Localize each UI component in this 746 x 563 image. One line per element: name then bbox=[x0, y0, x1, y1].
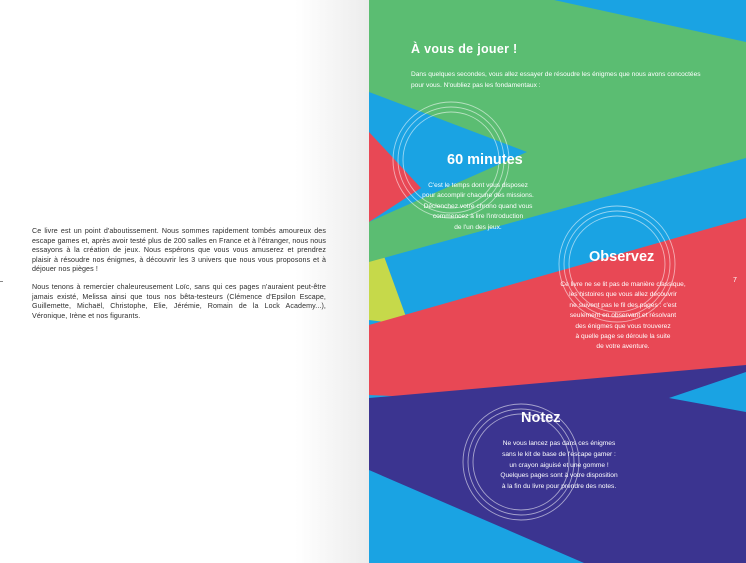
text-line: Ne vous lancez pas dans ces énigmes bbox=[502, 440, 616, 447]
section-heading-60-minutes: 60 minutes bbox=[447, 152, 523, 168]
text-line: les histoires que vous allez découvrir bbox=[569, 291, 677, 299]
text-line: de l'un des jeux. bbox=[454, 223, 502, 231]
right-page bbox=[369, 0, 746, 563]
introduction-text bbox=[32, 227, 326, 329]
text-line: commencez à lire l'introduction bbox=[432, 213, 524, 221]
left-page bbox=[0, 0, 369, 563]
text-line: ne suivent pas le fil des pages : c'est bbox=[569, 301, 677, 309]
introduction-paragraph: Ce livre est un point d'aboutissement. Nous sommes rapidement tombés amoureux des escape games et, après avoir testé plus de 200 salles en France et à l'étranger, nous nous essayons à la création de jeux. Nous espérons que vous vous amuserez et prendrez plaisir à résoudre nos énigmes, à découvrir les 3 univers que nous vous proposons et à déjouer nos pièges ! bbox=[32, 227, 326, 274]
page-edge-mark bbox=[0, 281, 3, 282]
text-line: de votre aventure. bbox=[596, 343, 650, 351]
text-line: C'est le temps dont vous disposez bbox=[428, 182, 528, 189]
section-text-60-minutes bbox=[389, 181, 567, 233]
text-line: sans le kit de base de l'escape gamer : bbox=[502, 450, 616, 458]
section-heading-jouer: À vous de jouer ! bbox=[411, 42, 518, 56]
text-line: des énigmes que vous trouverez bbox=[575, 322, 671, 330]
section-text-jouer: Dans quelques secondes, vous allez essayer de résoudre les énigmes que nous avons concoctées pour vous. N'oubliez pas les fondamentaux : bbox=[411, 71, 701, 89]
text-line: à quelle page se déroule la suite bbox=[575, 333, 671, 341]
text-line: Ce livre ne se lit pas de manière classique, bbox=[560, 281, 686, 288]
section-text-notez bbox=[459, 439, 659, 493]
section-text-observez bbox=[539, 280, 707, 353]
text-line: pour accomplir chacune des missions. bbox=[422, 192, 534, 200]
text-line: à la fin du livre pour prendre des notes. bbox=[501, 483, 617, 491]
section-heading-notez: Notez bbox=[521, 410, 561, 426]
text-line: seulement en observant et résolvant bbox=[569, 312, 677, 320]
text-line: Déclenchez votre chrono quand vous bbox=[423, 202, 533, 210]
text-line: un crayon aiguisé et une gomme ! bbox=[509, 461, 609, 469]
text-line: Quelques pages sont à votre disposition bbox=[500, 472, 618, 480]
acknowledgements-paragraph: Nous tenons à remercier chaleureusement Loïc, sans qui ces pages n'auraient peut-être jamais existé, Melissa ainsi que tous nos bêta-testeurs (Clémence d'Epsilon Escape, Guillemette, Michaël, Christophe, Elie, Jérémie, Romain de la Lock Academy...), Véronique, Irène et nos figurants. bbox=[32, 282, 326, 320]
page-number: 7 bbox=[733, 277, 737, 284]
section-heading-observez: Observez bbox=[589, 249, 655, 265]
